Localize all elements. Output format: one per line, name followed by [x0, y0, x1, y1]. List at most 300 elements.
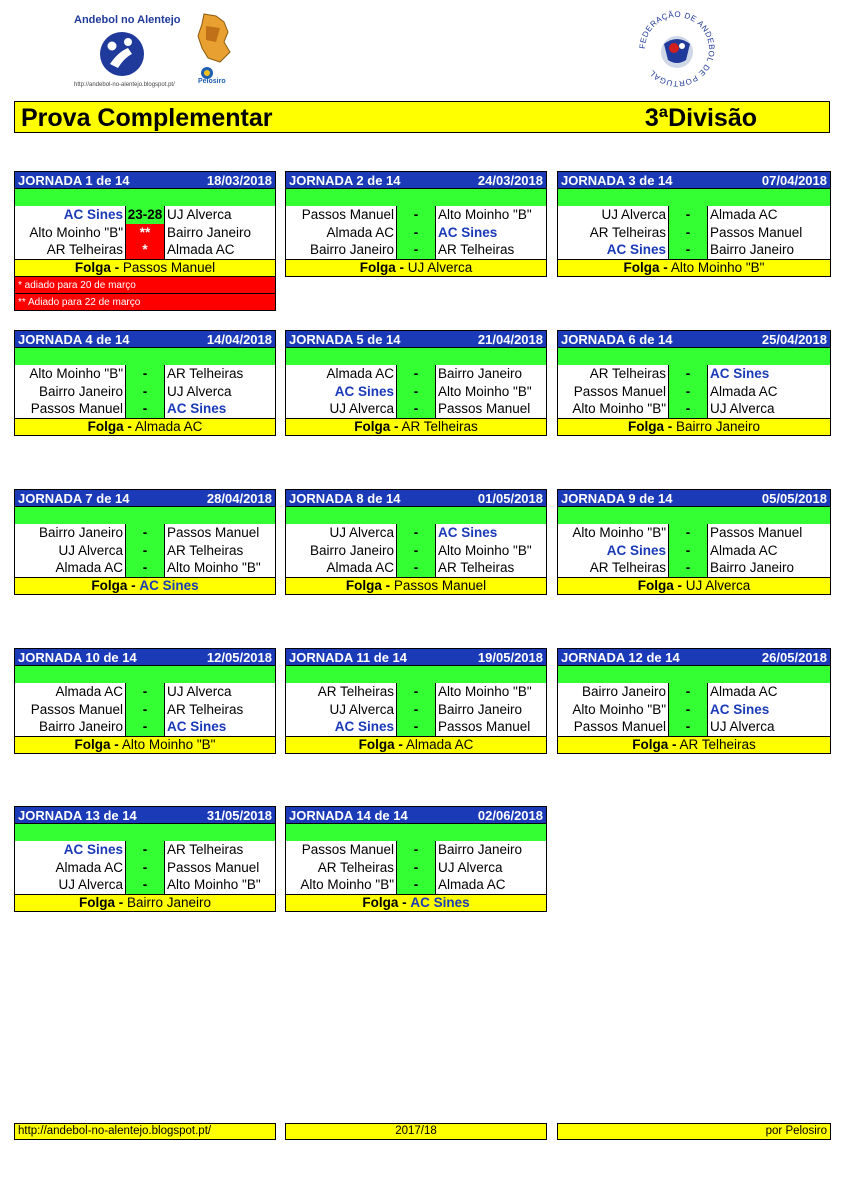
folga-team: Bairro Janeiro: [675, 418, 761, 434]
fap-seal-icon: [636, 8, 718, 90]
home-team: Bairro Janeiro: [38, 719, 123, 734]
jornada-spacer: [14, 666, 276, 683]
home-team: AC Sines: [606, 242, 666, 257]
home-team: Almada AC: [326, 224, 394, 240]
division-title: 3ªDivisão: [644, 104, 757, 132]
jornada-header: [557, 648, 831, 666]
folga-label: Folga -: [632, 736, 677, 752]
jornada-date: 26/05/2018: [761, 650, 827, 665]
game-row: [14, 683, 276, 701]
game-row: [557, 701, 831, 719]
away-team: Almada AC: [710, 542, 778, 558]
game-score: -: [125, 876, 165, 894]
jornada-spacer: [557, 348, 831, 365]
home-team: UJ Alverca: [58, 877, 123, 892]
away-team: Almada AC: [710, 207, 778, 222]
away-team: AC Sines: [438, 525, 498, 540]
jornada-block: [14, 330, 276, 436]
away-team: Almada AC: [710, 684, 778, 699]
folga-row: [285, 418, 547, 436]
game-score: -: [125, 683, 165, 701]
folga-team: AR Telheiras: [679, 736, 756, 752]
folga-row: [285, 736, 547, 754]
game-row: [14, 841, 276, 859]
home-team: AC Sines: [63, 842, 123, 857]
game-row: [285, 206, 547, 224]
game-score: -: [125, 559, 165, 577]
folga-row: [285, 894, 547, 912]
logo-title: Andebol no Alentejo: [74, 14, 181, 26]
home-team: Bairro Janeiro: [309, 542, 394, 558]
footer-url-text: http://andebol-no-alentejo.blogspot.pt/: [18, 1125, 212, 1137]
home-team: AC Sines: [63, 207, 123, 222]
away-team: AR Telheiras: [167, 366, 244, 381]
game-score: -: [396, 859, 436, 877]
away-team: AR Telheiras: [438, 242, 515, 257]
game-row: [557, 542, 831, 560]
folga-label: Folga -: [362, 894, 407, 910]
jornada-spacer: [557, 189, 831, 206]
fap-seal-text: FEDERAÇÃO DE ANDEBOL DE PORTUGAL: [637, 9, 717, 89]
jornada-header: [557, 171, 831, 189]
away-team: AR Telheiras: [438, 560, 515, 575]
game-row: [557, 206, 831, 224]
footer-season: [285, 1123, 547, 1140]
game-score: -: [396, 524, 436, 542]
folga-row: [14, 894, 276, 912]
jornada-date: 01/05/2018: [477, 491, 543, 506]
away-team: UJ Alverca: [438, 859, 503, 875]
home-team: Almada AC: [55, 684, 123, 699]
game-score: -: [125, 524, 165, 542]
jornada-spacer: [285, 189, 547, 206]
home-team: Almada AC: [55, 859, 123, 875]
home-team: Almada AC: [55, 560, 123, 575]
jornada-header: [285, 489, 547, 507]
game-row: [285, 224, 547, 242]
jornada-header: [285, 806, 547, 824]
away-team: AC Sines: [710, 366, 770, 381]
jornada-date: 07/04/2018: [761, 173, 827, 188]
home-team: Passos Manuel: [573, 383, 666, 399]
page-title: Prova Complementar: [21, 104, 273, 132]
fap-logo: [636, 8, 718, 90]
away-team: UJ Alverca: [167, 383, 232, 399]
postponed-note: * adiado para 20 de março: [14, 277, 276, 294]
header-logos: [0, 0, 848, 100]
game-row: [557, 400, 831, 418]
jornada-spacer: [285, 666, 547, 683]
folga-team: Almada AC: [405, 736, 474, 752]
game-row: [557, 683, 831, 701]
away-team: Bairro Janeiro: [438, 366, 523, 381]
game-row: [285, 241, 547, 259]
jornada-spacer: [14, 824, 276, 841]
home-team: AR Telheiras: [317, 859, 394, 875]
jornada-spacer: [14, 189, 276, 206]
folga-row: [14, 418, 276, 436]
game-score: -: [125, 859, 165, 877]
jornada-header: [557, 489, 831, 507]
away-team: Bairro Janeiro: [710, 242, 795, 257]
andebol-no-alentejo-logo: [70, 10, 250, 92]
home-team: UJ Alverca: [329, 401, 394, 416]
away-team: Passos Manuel: [167, 859, 260, 875]
home-team: Bairro Janeiro: [38, 525, 123, 540]
jornada-date: 24/03/2018: [477, 173, 543, 188]
footer-author-text: por Pelosiro: [765, 1125, 827, 1137]
jornada-name: JORNADA 14 de 14: [289, 808, 408, 823]
game-score: -: [668, 524, 708, 542]
folga-team: Passos Manuel: [122, 259, 216, 275]
folga-row: [285, 259, 547, 277]
alentejo-map-icon: [194, 12, 234, 64]
game-score: 23-28: [125, 206, 165, 224]
game-row: [557, 383, 831, 401]
game-score: -: [668, 224, 708, 242]
game-score: -: [668, 559, 708, 577]
home-team: Passos Manuel: [301, 207, 394, 222]
folga-label: Folga -: [359, 259, 404, 275]
game-score: -: [396, 841, 436, 859]
game-row: [14, 876, 276, 894]
jornada-date: 25/04/2018: [761, 332, 827, 347]
game-score: -: [396, 400, 436, 418]
game-row: [557, 365, 831, 383]
jornada-header: [285, 330, 547, 348]
jornada-spacer: [285, 348, 547, 365]
jornada-date: 19/05/2018: [477, 650, 543, 665]
jornada-name: JORNADA 5 de 14: [289, 332, 401, 347]
jornada-spacer: [557, 507, 831, 524]
game-row: [14, 559, 276, 577]
footer-author: [557, 1123, 831, 1140]
game-score: -: [396, 876, 436, 894]
folga-label: Folga -: [354, 418, 399, 434]
game-score: -: [396, 241, 436, 259]
away-team: Bairro Janeiro: [438, 842, 523, 857]
away-team: AR Telheiras: [167, 701, 244, 717]
folga-row: [14, 577, 276, 595]
game-row: [14, 718, 276, 736]
jornada-date: 14/04/2018: [206, 332, 272, 347]
folga-label: Folga -: [345, 577, 391, 593]
jornada-header: [285, 171, 547, 189]
away-team: Passos Manuel: [710, 525, 803, 540]
home-team: Alto Moinho "B": [300, 877, 394, 892]
jornada-name: JORNADA 10 de 14: [18, 650, 137, 665]
home-team: Bairro Janeiro: [38, 383, 123, 399]
footer-url: [14, 1123, 276, 1140]
game-row: [14, 365, 276, 383]
home-team: AR Telheiras: [589, 366, 666, 381]
game-row: [285, 365, 547, 383]
away-team: Alto Moinho "B": [438, 684, 532, 699]
away-team: Passos Manuel: [710, 224, 803, 240]
game-score: -: [668, 683, 708, 701]
folga-team: UJ Alverca: [407, 259, 473, 275]
jornada-spacer: [285, 507, 547, 524]
away-team: Almada AC: [710, 383, 778, 399]
folga-label: Folga -: [87, 418, 132, 434]
logo-pelosiro: Pelosiro: [198, 78, 226, 85]
away-team: Passos Manuel: [438, 719, 531, 734]
game-score: -: [396, 701, 436, 719]
jornada-name: JORNADA 13 de 14: [18, 808, 137, 823]
folga-row: [557, 259, 831, 277]
home-team: Bairro Janeiro: [581, 684, 666, 699]
game-row: [557, 241, 831, 259]
home-team: UJ Alverca: [329, 525, 394, 540]
game-row: [285, 542, 547, 560]
game-score: -: [125, 718, 165, 736]
away-team: AC Sines: [167, 401, 227, 416]
game-row: [14, 206, 276, 224]
game-row: [14, 383, 276, 401]
jornada-block: [285, 648, 547, 754]
home-team: AC Sines: [334, 719, 394, 734]
game-row: [285, 683, 547, 701]
game-row: [14, 524, 276, 542]
game-score: -: [396, 718, 436, 736]
home-team: Almada AC: [326, 560, 394, 575]
game-row: [285, 859, 547, 877]
game-score: -: [125, 542, 165, 560]
jornada-block: [557, 648, 831, 754]
away-team: UJ Alverca: [167, 207, 232, 222]
folga-row: [557, 418, 831, 436]
home-team: Alto Moinho "B": [572, 525, 666, 540]
folga-team: Alto Moinho "B": [121, 736, 216, 752]
home-team: Bairro Janeiro: [309, 242, 394, 257]
folga-team: AC Sines: [410, 894, 470, 910]
jornada-header: [557, 330, 831, 348]
jornada-header: [14, 806, 276, 824]
game-row: [14, 400, 276, 418]
home-team: Passos Manuel: [301, 842, 394, 857]
game-row: [14, 859, 276, 877]
jornada-spacer: [14, 348, 276, 365]
folga-label: Folga -: [637, 577, 682, 593]
jornada-name: JORNADA 1 de 14: [18, 173, 130, 188]
away-team: AC Sines: [710, 701, 770, 717]
postponed-note: ** Adiado para 22 de março: [14, 294, 276, 311]
jornada-header: [14, 330, 276, 348]
folga-team: AC Sines: [139, 577, 199, 593]
folga-label: Folga -: [74, 259, 120, 275]
away-team: UJ Alverca: [710, 401, 775, 416]
jornada-name: JORNADA 4 de 14: [18, 332, 130, 347]
game-row: [14, 224, 276, 242]
jornada-header: [14, 489, 276, 507]
folga-label: Folga -: [627, 418, 673, 434]
game-score: -: [668, 383, 708, 401]
folga-row: [557, 736, 831, 754]
jornada-block: [285, 330, 547, 436]
home-team: AR Telheiras: [589, 560, 666, 575]
away-team: Alto Moinho "B": [438, 383, 532, 399]
jornada-block: [14, 489, 276, 595]
game-row: [285, 559, 547, 577]
folga-team: Bairro Janeiro: [126, 894, 212, 910]
folga-team: Alto Moinho "B": [670, 259, 765, 275]
jornada-block: [557, 489, 831, 595]
game-score: -: [668, 365, 708, 383]
jornada-block: [14, 171, 276, 311]
jornada-block: [14, 648, 276, 754]
game-score: -: [125, 841, 165, 859]
title-bar: [14, 101, 830, 133]
jornada-date: 05/05/2018: [761, 491, 827, 506]
logo-url: http://andebol-no-alentejo.blogspot.pt/: [74, 82, 175, 88]
jornada-name: JORNADA 2 de 14: [289, 173, 401, 188]
home-team: UJ Alverca: [601, 207, 666, 222]
folga-row: [285, 577, 547, 595]
away-team: Bairro Janeiro: [710, 560, 795, 575]
jornada-spacer: [14, 507, 276, 524]
jornada-date: 31/05/2018: [206, 808, 272, 823]
game-score: -: [396, 559, 436, 577]
jornada-header: [14, 648, 276, 666]
jornada-block: [285, 489, 547, 595]
game-score: -: [668, 718, 708, 736]
folga-row: [14, 259, 276, 277]
jornada-name: JORNADA 6 de 14: [561, 332, 673, 347]
jornada-date: 12/05/2018: [206, 650, 272, 665]
away-team: Bairro Janeiro: [438, 701, 523, 717]
away-team: Alto Moinho "B": [167, 877, 261, 892]
game-row: [14, 701, 276, 719]
game-score: -: [396, 224, 436, 242]
away-team: Bairro Janeiro: [167, 224, 252, 240]
game-score: -: [396, 542, 436, 560]
game-score: -: [396, 383, 436, 401]
jornada-block: [285, 171, 547, 277]
folga-team: Passos Manuel: [393, 577, 487, 593]
game-row: [557, 559, 831, 577]
home-team: Passos Manuel: [573, 719, 666, 734]
folga-label: Folga -: [623, 259, 668, 275]
away-team: Passos Manuel: [438, 401, 531, 416]
away-team: UJ Alverca: [167, 684, 232, 699]
game-row: [557, 524, 831, 542]
jornada-name: JORNADA 12 de 14: [561, 650, 680, 665]
away-team: Alto Moinho "B": [438, 542, 532, 558]
folga-row: [14, 736, 276, 754]
jornada-header: [14, 171, 276, 189]
game-score: -: [125, 383, 165, 401]
jornada-date: 02/06/2018: [477, 808, 543, 823]
jornada-block: [557, 330, 831, 436]
game-score: -: [668, 701, 708, 719]
jornada-spacer: [557, 666, 831, 683]
game-row: [14, 542, 276, 560]
home-team: UJ Alverca: [58, 542, 123, 558]
jornada-name: JORNADA 9 de 14: [561, 491, 673, 506]
home-team: AR Telheiras: [589, 224, 666, 240]
game-score: -: [668, 241, 708, 259]
away-team: AC Sines: [438, 224, 498, 240]
game-score: -: [668, 206, 708, 224]
jornada-name: JORNADA 3 de 14: [561, 173, 673, 188]
jornada-name: JORNADA 7 de 14: [18, 491, 130, 506]
game-score: -: [396, 365, 436, 383]
jornada-block: [14, 806, 276, 912]
game-score: -: [668, 400, 708, 418]
home-team: Alto Moinho "B": [572, 401, 666, 416]
home-team: UJ Alverca: [329, 701, 394, 717]
folga-label: Folga -: [358, 736, 403, 752]
jornada-date: 28/04/2018: [206, 491, 272, 506]
game-row: [14, 241, 276, 259]
folga-team: UJ Alverca: [685, 577, 751, 593]
home-team: Almada AC: [326, 366, 394, 381]
away-team: UJ Alverca: [710, 719, 775, 734]
game-row: [285, 524, 547, 542]
away-team: AC Sines: [167, 719, 227, 734]
home-team: Passos Manuel: [30, 701, 123, 717]
away-team: Almada AC: [167, 242, 235, 257]
away-team: AR Telheiras: [167, 542, 244, 558]
game-score: -: [125, 701, 165, 719]
jornada-spacer: [285, 824, 547, 841]
footer-season-text: 2017/18: [395, 1125, 437, 1137]
home-team: Passos Manuel: [30, 401, 123, 416]
away-team: Almada AC: [438, 877, 506, 892]
home-team: Alto Moinho "B": [29, 366, 123, 381]
jornada-header: [285, 648, 547, 666]
jornada-block: [285, 806, 547, 912]
folga-label: Folga -: [78, 894, 124, 910]
jornada-date: 18/03/2018: [206, 173, 272, 188]
away-team: Alto Moinho "B": [167, 560, 261, 575]
home-team: Alto Moinho "B": [29, 224, 123, 240]
jornada-block: [557, 171, 831, 277]
game-score: **: [125, 224, 165, 242]
away-team: AR Telheiras: [167, 842, 244, 857]
game-score: *: [125, 241, 165, 259]
home-team: AC Sines: [334, 383, 394, 399]
jornada-date: 21/04/2018: [477, 332, 543, 347]
game-row: [557, 718, 831, 736]
game-score: -: [125, 365, 165, 383]
away-team: Passos Manuel: [167, 525, 260, 540]
home-team: AR Telheiras: [46, 242, 123, 257]
game-score: -: [668, 542, 708, 560]
folga-label: Folga -: [91, 577, 136, 593]
folga-row: [557, 577, 831, 595]
game-row: [285, 383, 547, 401]
game-row: [285, 701, 547, 719]
game-score: -: [125, 400, 165, 418]
home-team: Alto Moinho "B": [572, 701, 666, 717]
home-team: AR Telheiras: [317, 684, 394, 699]
home-team: AC Sines: [606, 542, 666, 558]
game-row: [285, 718, 547, 736]
game-row: [285, 876, 547, 894]
jornada-name: JORNADA 8 de 14: [289, 491, 401, 506]
game-row: [557, 224, 831, 242]
folga-label: Folga -: [74, 736, 119, 752]
game-score: -: [396, 206, 436, 224]
game-row: [285, 400, 547, 418]
folga-team: Almada AC: [134, 418, 203, 434]
away-team: Alto Moinho "B": [438, 207, 532, 222]
jornada-name: JORNADA 11 de 14: [289, 650, 408, 665]
game-score: -: [396, 683, 436, 701]
folga-team: AR Telheiras: [401, 418, 478, 434]
game-row: [285, 841, 547, 859]
